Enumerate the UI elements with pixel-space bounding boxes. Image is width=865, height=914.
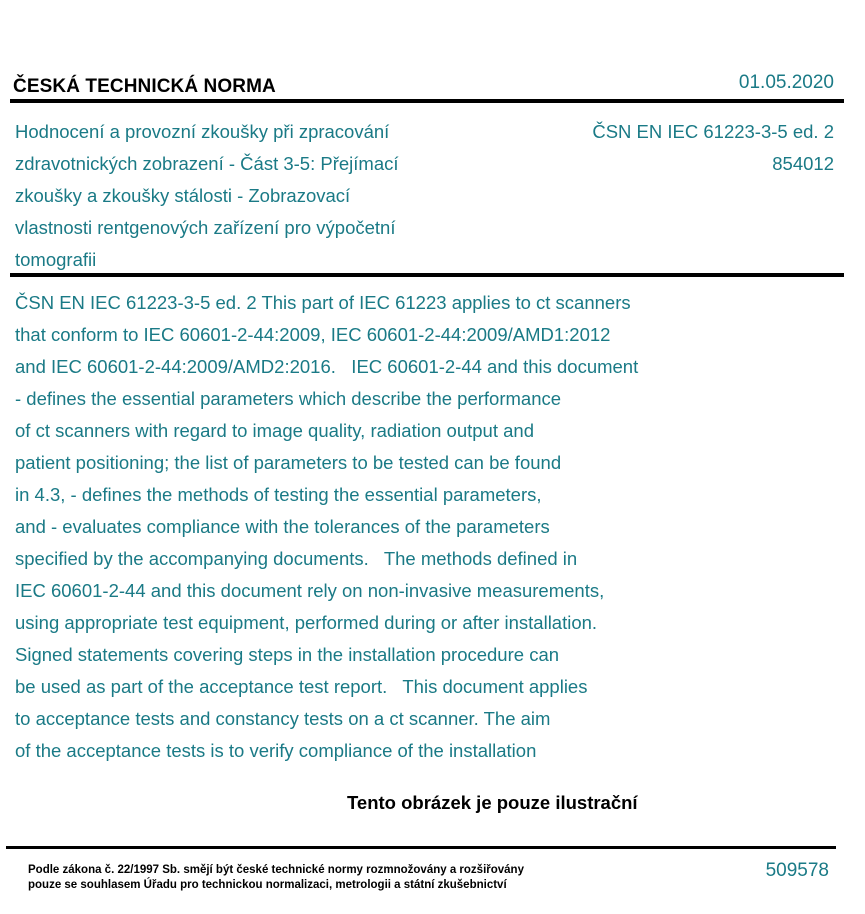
title-divider (10, 273, 844, 277)
abstract-line: ČSN EN IEC 61223-3-5 ed. 2 This part of IEC 61223 applies to ct scanners (15, 292, 631, 313)
title-line: tomografii (15, 249, 97, 270)
standard-type-heading: ČESKÁ TECHNICKÁ NORMA (13, 76, 276, 97)
abstract-line: IEC 60601-2-44 and this document rely on non-invasive measurements, (15, 580, 605, 601)
title-line: zdravotnických zobrazení - Část 3-5: Přejímací (15, 153, 399, 174)
abstract-line: be used as part of the acceptance test report. This document applies (15, 676, 588, 697)
abstract-line: Signed statements covering steps in the installation procedure can (15, 644, 560, 665)
abstract-line: specified by the accompanying documents. The methods defined in (15, 548, 578, 569)
standard-code: ČSN EN IEC 61223-3-5 ed. 2 (592, 121, 834, 142)
legal-notice (28, 863, 524, 893)
document-number: 509578 (765, 860, 829, 881)
header-divider (10, 99, 844, 103)
title-line: vlastnosti rentgenových zařízení pro výpočetní (15, 217, 396, 238)
abstract-line: of the acceptance tests is to verify compliance of the installation (15, 740, 537, 761)
class-number: 854012 (772, 153, 834, 174)
abstract-line: and IEC 60601-2-44:2009/AMD2:2016. IEC 60601-2-44 and this document (15, 356, 639, 377)
illustration-note: Tento obrázek je pouze ilustrační (347, 792, 638, 813)
abstract-text (15, 287, 775, 767)
abstract-line: of ct scanners with regard to image quality, radiation output and (15, 420, 534, 441)
document-title (15, 116, 485, 276)
abstract-line: using appropriate test equipment, performed during or after installation. (15, 612, 598, 633)
abstract-line: patient positioning; the list of parameters to be tested can be found (15, 452, 562, 473)
title-line: Hodnocení a provozní zkoušky při zpracování (15, 121, 390, 142)
abstract-line: in 4.3, - defines the methods of testing the essential parameters, (15, 484, 542, 505)
footer-divider (6, 846, 836, 849)
publication-date: 01.05.2020 (738, 72, 834, 93)
abstract-line: - defines the essential parameters which describe the performance (15, 388, 562, 409)
abstract-line: to acceptance tests and constancy tests on a ct scanner. The aim (15, 708, 551, 729)
legal-line: Podle zákona č. 22/1997 Sb. smějí být české technické normy rozmnožovány a rozšiřovány (28, 864, 524, 876)
abstract-line: and - evaluates compliance with the tolerances of the parameters (15, 516, 550, 537)
legal-line: pouze se souhlasem Úřadu pro technickou normalizaci, metrologii a státní zkušebnictví (28, 879, 507, 891)
standard-identifier (592, 116, 834, 180)
abstract-line: that conform to IEC 60601-2-44:2009, IEC 60601-2-44:2009/AMD1:2012 (15, 324, 611, 345)
title-line: zkoušky a zkoušky stálosti - Zobrazovací (15, 185, 351, 206)
